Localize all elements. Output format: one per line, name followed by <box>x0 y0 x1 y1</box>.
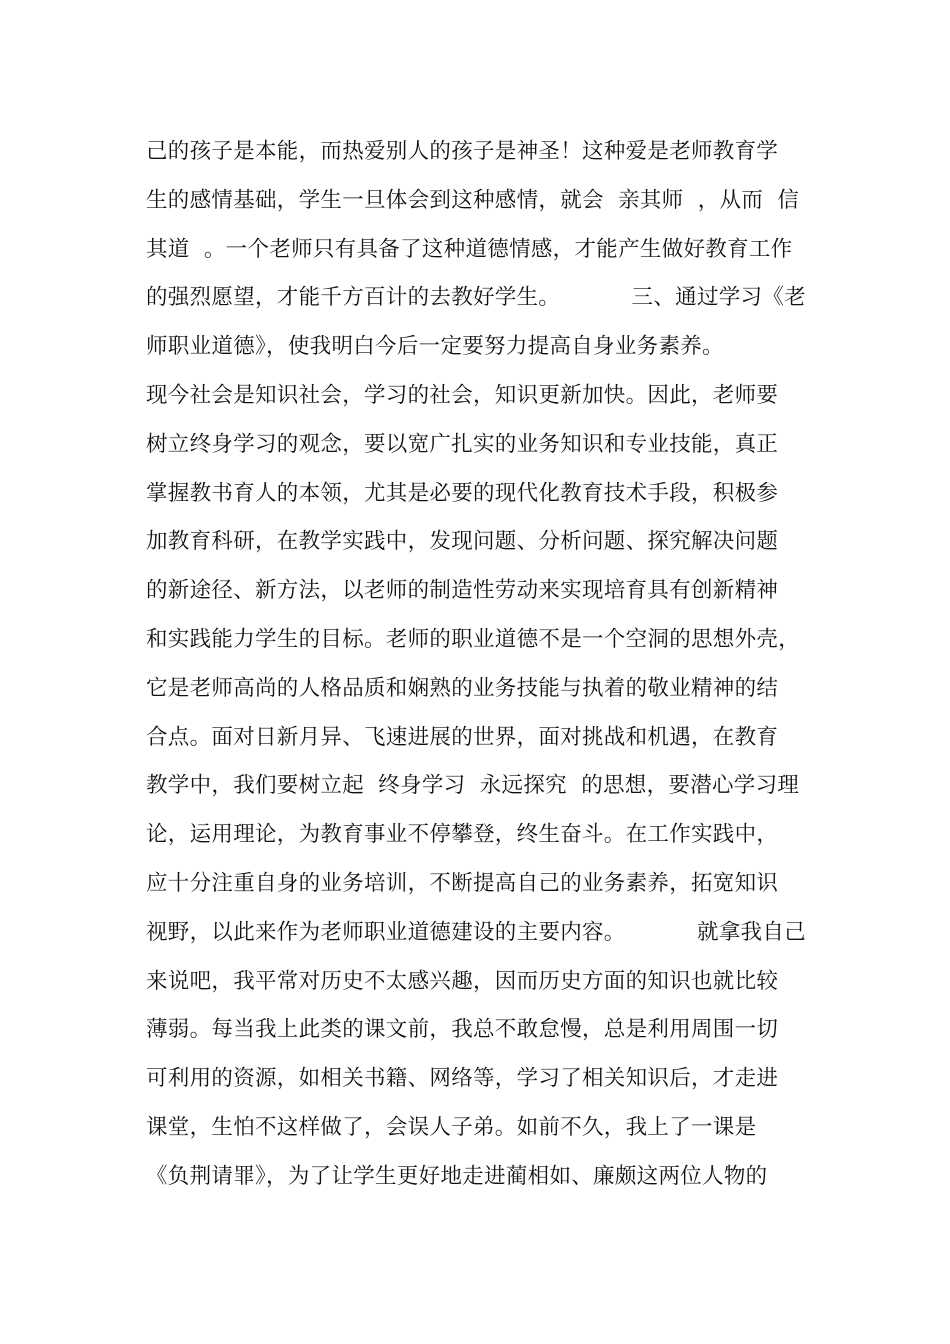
text-line: 现今社会是知识社会，学习的社会，知识更新加快。因此，老师要 <box>146 382 779 408</box>
text-line: 师职业道德》，使我明白今后一定要努力提高自身业务素养。 <box>146 334 724 360</box>
text-line: 的新途径、新方法，以老师的制造性劳动来实现培育具有创新精神 <box>146 578 779 604</box>
text-line: 加教育科研，在教学实践中，发现问题、分析问题、探究解决问题 <box>146 529 779 555</box>
text-line: 树立终身学习的观念，要以宽广扎实的业务知识和专业技能，真正 <box>146 431 779 457</box>
text-line: 生的感情基础，学生一旦体会到这种感情，就会 亲其师 ，从而 信 <box>146 187 800 213</box>
text-line: 和实践能力学生的目标。老师的职业道德不是一个空洞的思想外壳， <box>146 626 801 652</box>
body-text <box>146 132 826 1206</box>
text-line: 其道 。一个老师只有具备了这种道德情感，才能产生做好教育工作 <box>146 236 793 262</box>
text-line: 论，运用理论，为教育事业不停攀登，终生奋斗。在工作实践中， <box>146 822 779 848</box>
text-line: 合点。面对日新月异、飞速进展的世界，面对挑战和机遇，在教育 <box>146 724 779 750</box>
text-line: 来说吧，我平常对历史不太感兴趣，因而历史方面的知识也就比较 <box>146 968 779 994</box>
text-line: 它是老师高尚的人格品质和娴熟的业务技能与执着的敬业精神的结 <box>146 675 779 701</box>
text-line: 应十分注重自身的业务培训，不断提高自己的业务素养，拓宽知识 <box>146 870 779 896</box>
text-line: 《负荆请罪》，为了让学生更好地走进蔺相如、廉颇这两位人物的 <box>146 1163 768 1189</box>
text-line: 课堂，生怕不这样做了，会误人子弟。如前不久，我上了一课是 <box>146 1114 757 1140</box>
text-line: 视野，以此来作为老师职业道德建设的主要内容。 就拿我自己 <box>146 919 806 945</box>
text-line: 可利用的资源，如相关书籍、网络等，学习了相关知识后，才走进 <box>146 1066 779 1092</box>
text-line: 掌握教书育人的本领，尤其是必要的现代化教育技术手段，积极参 <box>146 480 779 506</box>
text-line: 己的孩子是本能，而热爱别人的孩子是神圣！这种爱是老师教育学 <box>146 139 779 164</box>
text-line: 教学中，我们要树立起 终身学习 永远探究 的思想，要潜心学习理 <box>146 773 800 799</box>
text-line: 薄弱。每当我上此类的课文前，我总不敢怠慢，总是利用周围一切 <box>146 1017 779 1043</box>
text-line: 的强烈愿望，才能千方百计的去教好学生。 三、通过学习《老 <box>146 285 806 311</box>
